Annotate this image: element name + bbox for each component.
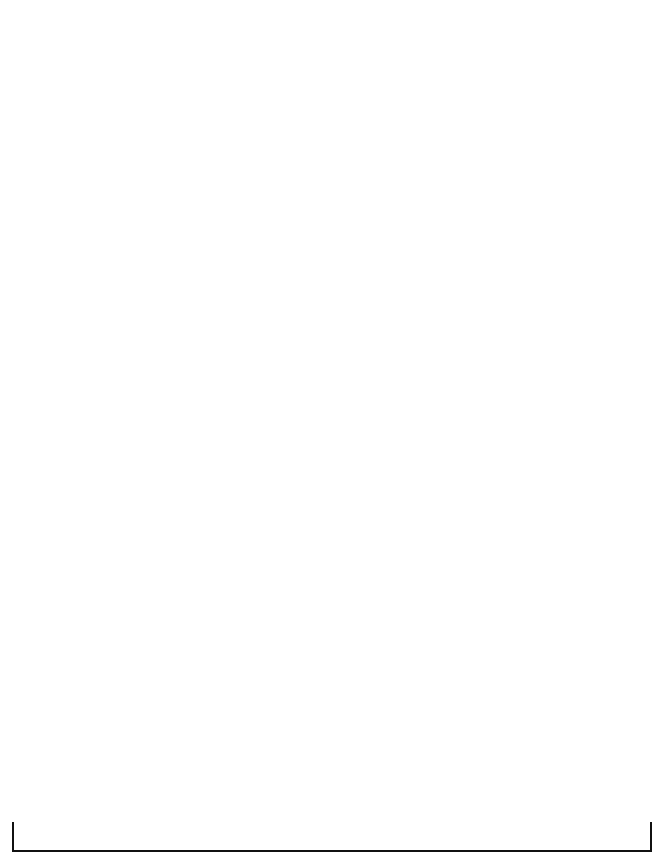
top-title-row <box>12 10 652 40</box>
bottom-title-row <box>12 822 652 852</box>
